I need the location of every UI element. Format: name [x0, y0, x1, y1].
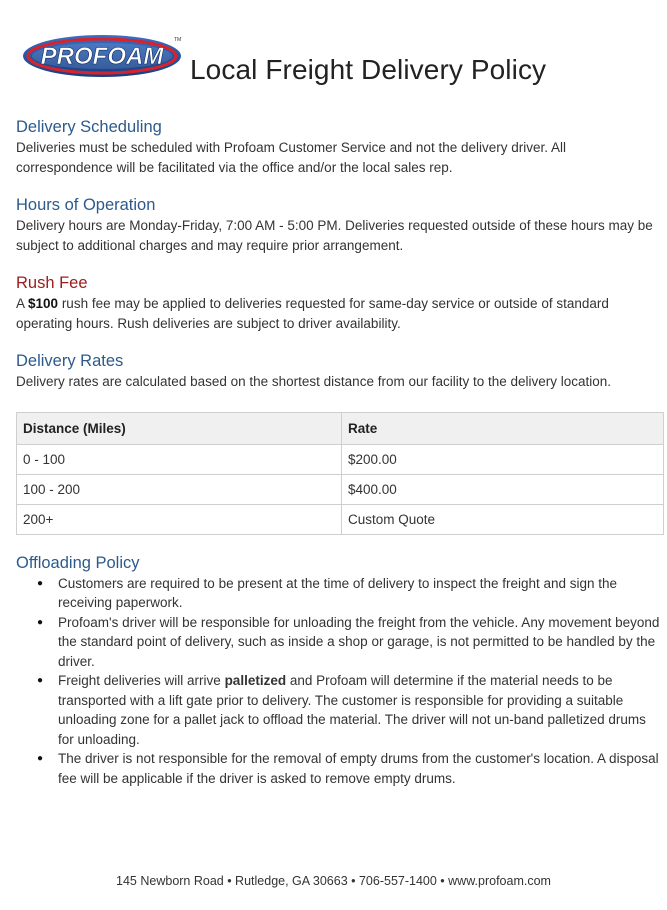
svg-text:PROFOAM: PROFOAM	[40, 43, 164, 70]
table-row	[17, 474, 664, 504]
rush-fee-amount: $100	[28, 296, 59, 311]
rush-text-pre: A	[16, 296, 29, 311]
table-row	[17, 444, 664, 474]
list-item: ● Profoam's driver will be responsible for unloading the freight from the vehicle. Any movement beyond the standard point of delivery, such as inside a shop or garage, is not permitted to be handled by the driver.	[58, 613, 661, 672]
section-delivery-scheduling	[16, 117, 661, 177]
section-text	[16, 294, 661, 333]
list-item-bold: palletized	[224, 673, 287, 688]
table-cell-distance: 200+	[17, 504, 342, 534]
list-item-text-post: and Profoam will determine if the material needs to be transported with a lift gate prior to delivery. The customer is responsible for providing a suitable unloading zone for a pallet jack to offload the material. The driver will not un-band palletized drums for unloading.	[58, 673, 646, 747]
section-heading: Hours of Operation	[16, 196, 156, 214]
table-cell-rate: $400.00	[342, 474, 664, 504]
profoam-logo	[22, 34, 182, 78]
list-item: ● The driver is not responsible for the removal of empty drums from the customer's location. A disposal fee will be applicable if the driver is asked to remove empty drums.	[58, 749, 661, 788]
section-text: Delivery rates are calculated based on the shortest distance from our facility to the delivery location.	[16, 374, 612, 389]
section-heading: Offloading Policy	[16, 553, 140, 572]
table-cell-rate: $200.00	[342, 444, 664, 474]
table-row	[17, 504, 664, 534]
section-hours-of-operation	[16, 195, 661, 255]
page-title: Local Freight Delivery Policy	[190, 54, 547, 85]
list-item	[58, 671, 661, 749]
document-header	[22, 34, 652, 94]
table-header-row	[17, 412, 664, 444]
svg-text:TM: TM	[174, 37, 182, 43]
section-heading: Rush Fee	[16, 274, 88, 292]
column-header-distance: Distance (Miles)	[17, 412, 342, 444]
section-heading: Delivery Scheduling	[16, 118, 162, 136]
delivery-rates-table	[16, 412, 664, 535]
offloading-bullet-list	[16, 574, 661, 789]
section-offloading-policy	[16, 553, 661, 789]
list-item: ● Customers are required to be present at the time of delivery to inspect the freight and sign the receiving paperwork.	[58, 574, 661, 613]
document-footer: 145 Newborn Road • Rutledge, GA 30663 • 706-557-1400 • www.profoam.com	[116, 874, 551, 888]
table-cell-distance: 100 - 200	[17, 474, 342, 504]
list-item-text-pre: Freight deliveries will arrive	[58, 673, 225, 688]
section-delivery-rates	[16, 351, 661, 392]
document-body	[16, 117, 661, 806]
section-rush-fee	[16, 273, 661, 333]
section-text: Delivery hours are Monday-Friday, 7:00 AM - 5:00 PM. Deliveries requested outside of these hours may be subject to additional charges and may require prior arrangement.	[16, 218, 653, 253]
section-text: Deliveries must be scheduled with Profoam Customer Service and not the delivery driver. All correspondence will be facilitated via the office and/or the local sales rep.	[16, 140, 566, 175]
table-cell-rate: Custom Quote	[342, 504, 664, 534]
section-heading: Delivery Rates	[16, 352, 124, 370]
column-header-rate: Rate	[342, 412, 664, 444]
rush-text-post: rush fee may be applied to deliveries requested for same-day service or outside of standard operating hours. Rush deliveries are subject to driver availability.	[16, 296, 609, 331]
table-cell-distance: 0 - 100	[17, 444, 342, 474]
